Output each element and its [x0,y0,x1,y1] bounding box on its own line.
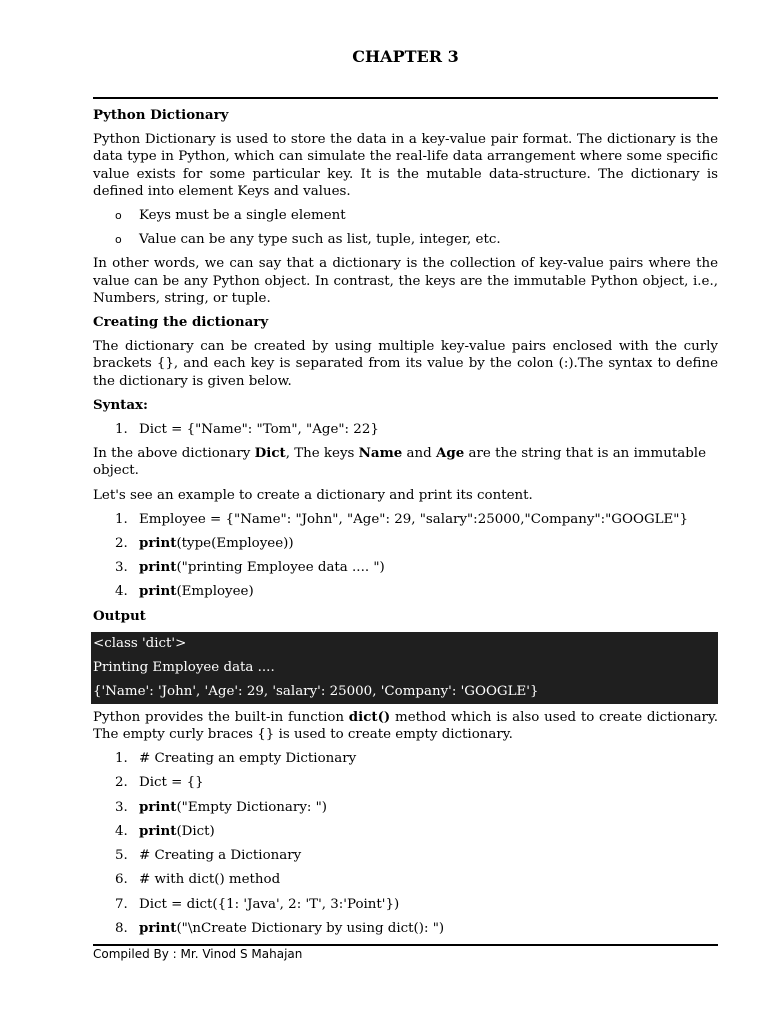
output-console [91,632,718,704]
code-line: 3. print("Empty Dictionary: ") [115,798,328,815]
footer-credit: Compiled By : Mr. Vinod S Mahajan [93,947,303,961]
bullet-icon: o [115,233,122,247]
bullet-list [93,207,718,248]
paragraph-builtin: Python provides the built-in function dict() method which is also used to create dictionary. The empty curly braces {} is used to create empty dictionary. [93,708,718,743]
code-line: 4. print(Dict) [115,822,215,839]
code-line: 2. print(type(Employee)) [115,535,294,552]
code-line: 1. # Creating an empty Dictionary [115,751,357,767]
header-rule [93,97,718,99]
syntax-code-list [93,421,718,438]
syntax-label: Syntax: [93,396,148,413]
output-label: Output [93,607,146,624]
code-line: 6. # with dict() method [115,872,281,888]
output-line: <class 'dict'> [93,635,187,651]
bullet-icon: o [115,209,122,223]
output-line: {'Name': 'John', 'Age': 29, 'salary': 25000, 'Company': 'GOOGLE'} [93,683,539,699]
code-line: 1. Dict = {"Name": "Tom", "Age": 22} [115,422,379,438]
code-line: 7. Dict = dict({1: 'Java', 2: 'T', 3:'Point'}) [115,896,400,912]
example-code-list [93,511,718,601]
paragraph-intro: Python Dictionary is used to store the data in a key-value pair format. The dictionary is the data type in Python, which can simulate the real-life data arrangement where some specific value exists for some particular key. It is the mutable data-structure. The dictionary is defined into element Keys and values. [93,132,718,199]
code-line: 5. # Creating a Dictionary [115,848,302,864]
code-line: 1. Employee = {"Name": "John", "Age": 29, "salary":25000,"Company":"GOOGLE"} [115,511,688,527]
paragraph-explain: In the above dictionary Dict, The keys Name and Age are the string that is an immutable object. [93,445,707,479]
code-line: 3. print("printing Employee data .... ") [115,559,385,576]
main-content [93,107,718,944]
chapter-title: CHAPTER 3 [352,47,459,66]
list-item: o Value can be any type such as list, tuple, integer, etc. [115,232,501,248]
output-line: Printing Employee data .... [93,659,275,675]
list-item: o Keys must be a single element [115,208,346,224]
section-heading-python-dictionary: Python Dictionary [93,107,229,123]
paragraph-example-intro: Let's see an example to create a dictionary and print its content. [93,487,533,503]
dict-code-list [93,750,718,937]
paragraph-other-words: In other words, we can say that a dictionary is the collection of key-value pairs where the value can be any Python object. In contrast, the keys are the immutable Python object, i.e., Numbers, string, or tuple. [93,256,718,306]
code-line: 8. print("\nCreate Dictionary by using dict(): ") [115,919,445,936]
code-line: 4. print(Employee) [115,583,254,600]
code-line: 2. Dict = {} [115,775,204,791]
paragraph-creating: The dictionary can be created by using multiple key-value pairs enclosed with the curly brackets {}, and each key is separated from its value by the colon (:).The syntax to define the dictionary is given below. [93,339,718,389]
footer-rule [93,944,718,946]
section-heading-creating: Creating the dictionary [93,314,269,331]
